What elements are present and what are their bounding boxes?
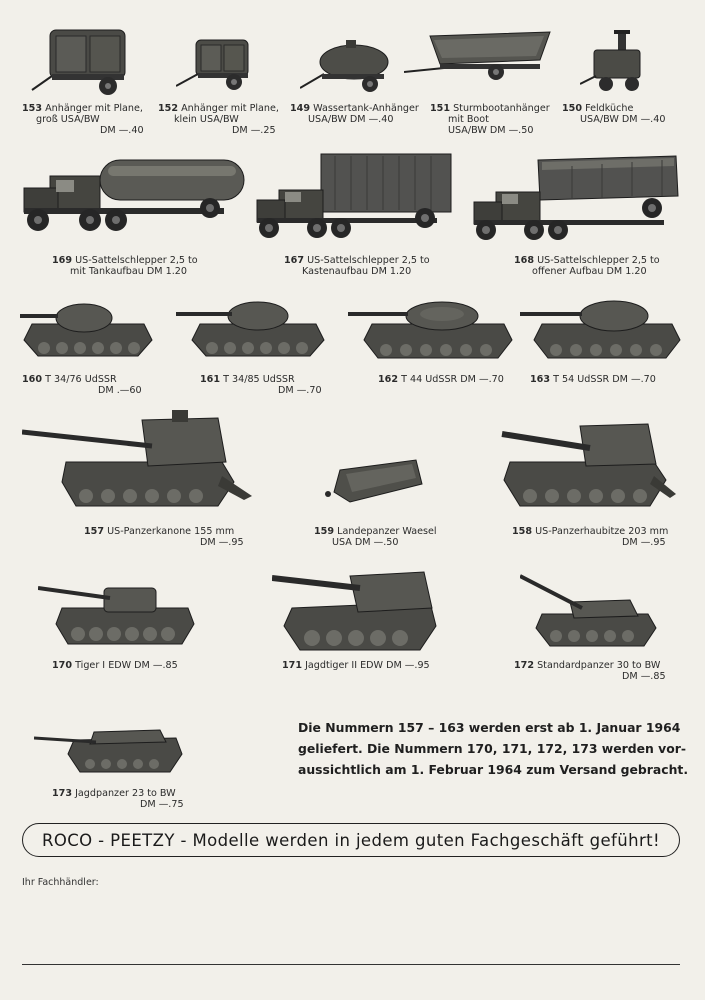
- model-167-image: [255, 152, 455, 244]
- model-149-caption: 149 Wassertank-Anhänger USA/BW DM —.40: [290, 103, 419, 125]
- dealer-signature-line: [22, 964, 680, 965]
- notice-line-1: Die Nummern 157 – 163 werden erst ab 1. Januar 1964: [298, 720, 681, 735]
- notice-line-2: geliefert. Die Nummern 170, 171, 172, 173 werden vor-: [298, 741, 686, 756]
- model-167-caption: 167 US-Sattelschlepper 2,5 to Kastenaufbau DM 1.20: [284, 255, 430, 277]
- model-169-caption: 169 US-Sattelschlepper 2,5 to mit Tankaufbau DM 1.20: [52, 255, 198, 277]
- model-150-caption: 150 Feldküche USA/BW DM —.40: [562, 103, 666, 125]
- model-173-image: [34, 726, 186, 776]
- model-152-caption: 152 Anhänger mit Plane, klein USA/BW DM —.25: [158, 103, 279, 136]
- model-153-image: [30, 24, 135, 99]
- model-168-caption: 168 US-Sattelschlepper 2,5 to offener Aufbau DM 1.20: [514, 255, 660, 277]
- model-158-caption: 158 US-Panzerhaubitze 203 mm DM —.95: [512, 526, 669, 548]
- model-160-image: [18, 290, 158, 364]
- model-161-image: [176, 292, 330, 364]
- model-161-caption: 161 T 34/85 UdSSR DM —.70: [200, 374, 322, 396]
- model-172-caption: 172 Standardpanzer 30 to BW DM —.85: [514, 660, 666, 682]
- model-163-caption: 163 T 54 UdSSR DM —.70: [530, 374, 656, 385]
- model-157-caption: 157 US-Panzerkanone 155 mm DM —.95: [84, 526, 244, 548]
- dealer-label: Ihr Fachhändler:: [22, 877, 99, 888]
- model-162-image: [348, 294, 516, 366]
- model-162-caption: 162 T 44 UdSSR DM —.70: [378, 374, 504, 385]
- model-170-image: [38, 578, 198, 652]
- model-157-image: [22, 410, 254, 514]
- model-171-caption: 171 Jagdtiger II EDW DM —.95: [282, 660, 430, 671]
- model-168-image: [472, 152, 682, 246]
- model-151-image: [404, 28, 554, 84]
- model-149-image: [300, 36, 392, 100]
- notice-line-3: aussichtlich am 1. Februar 1964 zum Versand gebracht.: [298, 762, 689, 777]
- model-150-image: [580, 30, 650, 98]
- banner-text: ROCO - PEETZY - Modelle werden in jedem guten Fachgeschäft geführt!: [41, 830, 661, 850]
- model-153-caption: 153 Anhänger mit Plane, groß USA/BW DM —.40: [22, 103, 144, 136]
- model-163-image: [520, 294, 686, 366]
- model-151-caption: 151 Sturmbootanhänger mit Boot USA/BW DM —.50: [430, 103, 550, 136]
- model-169-image: [20, 152, 248, 238]
- model-152-image: [176, 36, 261, 96]
- brand-banner: [22, 823, 680, 857]
- model-171-image: [272, 568, 440, 656]
- model-160-caption: 160 T 34/76 UdSSR DM .—60: [22, 374, 142, 396]
- model-170-caption: 170 Tiger I EDW DM —.85: [52, 660, 178, 671]
- model-159-image: [320, 456, 424, 508]
- model-158-image: [494, 420, 678, 514]
- model-172-image: [520, 574, 660, 652]
- delivery-notice: [298, 717, 688, 780]
- model-173-caption: 173 Jagdpanzer 23 to BW DM —.75: [52, 788, 184, 810]
- model-159-caption: 159 Landepanzer Waesel USA DM —.50: [314, 526, 437, 548]
